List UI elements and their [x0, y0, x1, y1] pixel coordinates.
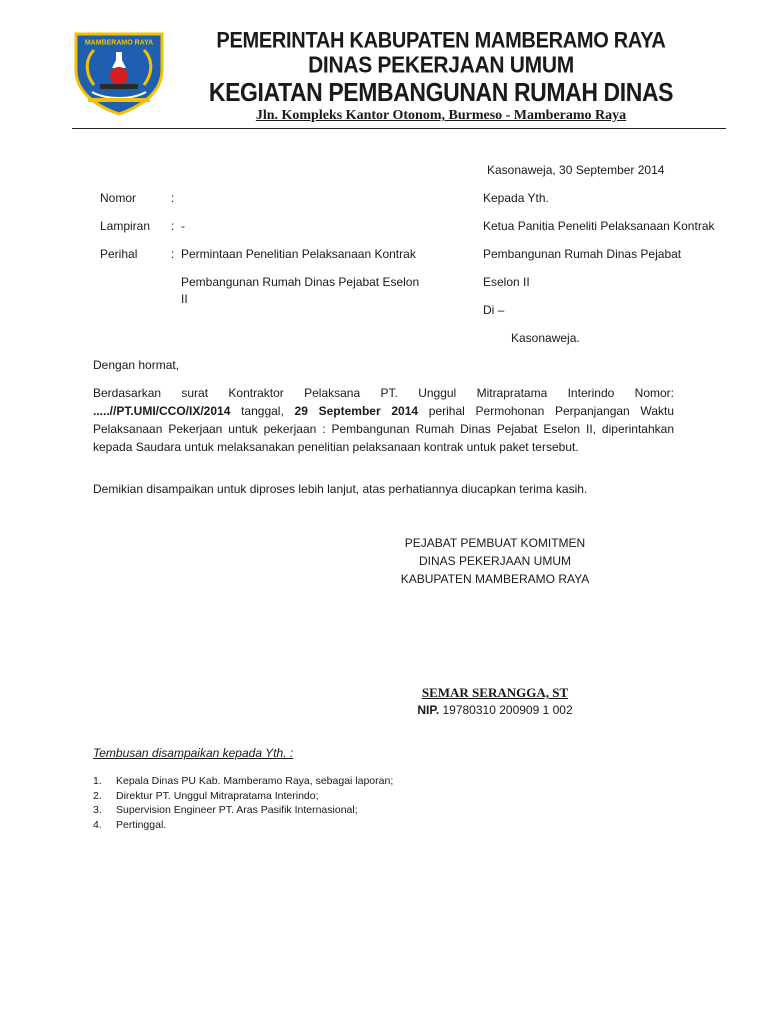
lampiran-label: Lampiran — [100, 219, 151, 233]
body-paragraph-2: Demikian disampaikan untuk diproses lebih lanjut, atas perhatiannya diucapkan terima kasih. — [93, 482, 588, 496]
list-number: 4. — [93, 818, 102, 831]
nomor-label: Nomor — [100, 191, 137, 205]
list-item — [93, 789, 393, 804]
paragraph1-rest: perihal Permohonan Perpanjangan Waktu Pelaksanaan Pekerjaan untuk pekerjaan : Pembangunan Rumah Dinas Pejabat Eselon II, diperintahkan kepada Saudara untuk melaksanakan penelitian pelaksanaan kontrak untuk paket tersebut. — [93, 404, 674, 454]
nip-value: 19780310 200909 1 002 — [439, 703, 573, 717]
signatory-name: SEMAR SERANGGA, ST — [421, 685, 569, 700]
list-text: Kepala Dinas PU Kab. Mamberamo Raya, sebagai laporan; — [116, 775, 394, 787]
list-item — [93, 803, 393, 818]
contractor-letter-date: 29 September 2014 — [294, 404, 419, 418]
cc-list — [93, 774, 393, 832]
letter-date: Kasonaweja, 30 September 2014 — [487, 163, 665, 177]
perihal-value-line3: II — [181, 292, 188, 306]
list-number: 2. — [93, 789, 102, 802]
nip-label: NIP. — [417, 703, 440, 717]
logo-text: MAMBERAMO RAYA — [84, 39, 154, 47]
perihal-label: Perihal — [100, 247, 138, 261]
regency-logo — [70, 30, 168, 116]
perihal-value-line2: Pembangunan Rumah Dinas Pejabat Eselon — [181, 275, 420, 289]
recipient-at: Di – — [483, 303, 505, 317]
signatory-title-3: KABUPATEN MAMBERAMO RAYA — [400, 572, 590, 586]
nomor-separator: : — [171, 191, 175, 205]
letterhead-activity: KEGIATAN PEMBANGUNAN RUMAH DINAS — [208, 77, 674, 107]
list-text: Supervision Engineer PT. Aras Pasifik Internasional; — [116, 804, 358, 816]
recipient-greeting: Kepada Yth. — [483, 191, 549, 205]
list-item — [93, 818, 393, 833]
letterhead-divider — [72, 128, 726, 129]
body-paragraph-1 — [93, 384, 674, 456]
list-text: Pertinggal. — [116, 818, 167, 831]
paragraph1-date-label: tanggal, — [230, 404, 295, 418]
recipient-title: Ketua Panitia Peneliti Pelaksanaan Kontrak — [483, 219, 715, 233]
cc-heading: Tembusan disampaikan kepada Yth. : — [93, 746, 294, 760]
letterhead-department: DINAS PEKERJAAN UMUM — [308, 52, 574, 79]
list-number: 1. — [93, 775, 102, 787]
salutation: Dengan hormat, — [93, 358, 180, 372]
signatory-title-1: PEJABAT PEMBUAT KOMITMEN — [404, 536, 586, 550]
signatory-nip — [380, 703, 610, 717]
recipient-echelon: Eselon II — [483, 275, 530, 289]
list-item — [93, 774, 393, 789]
contractor-letter-number: .....//PT.UMI/CCO/IX/2014 — [93, 404, 231, 418]
recipient-project: Pembangunan Rumah Dinas Pejabat — [483, 247, 682, 261]
paragraph1-intro: Berdasarkan surat Kontraktor Pelaksana PT. Unggul Mitrapratama Interindo Nomor: — [93, 386, 674, 400]
list-number: 3. — [93, 804, 102, 816]
list-text: Direktur PT. Unggul Mitrapratama Interindo; — [116, 789, 319, 802]
lampiran-value: - — [181, 219, 185, 233]
signatory-title-2: DINAS PEKERJAAN UMUM — [418, 554, 572, 568]
perihal-value-line1: Permintaan Penelitian Pelaksanaan Kontrak — [181, 247, 416, 261]
lampiran-separator: : — [171, 219, 175, 233]
letterhead-address: Jln. Kompleks Kantor Otonom, Burmeso - Mamberamo Raya — [255, 108, 627, 123]
letterhead-government: PEMERINTAH KABUPATEN MAMBERAMO RAYA — [216, 28, 666, 54]
recipient-city: Kasonaweja. — [511, 331, 580, 345]
perihal-separator: : — [171, 247, 175, 261]
